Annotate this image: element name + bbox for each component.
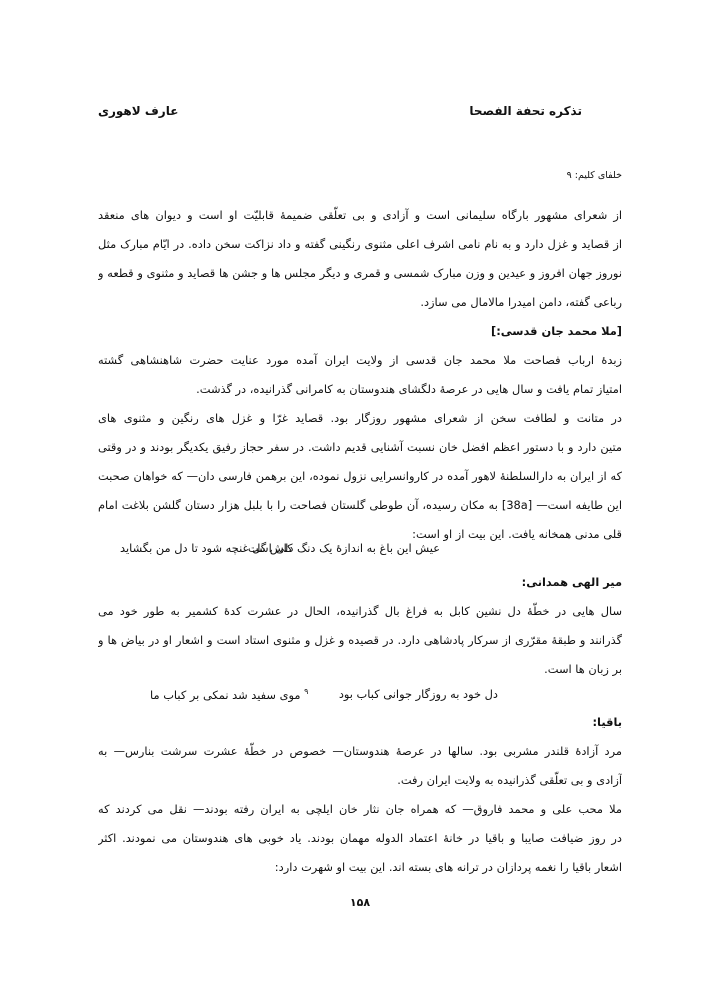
text-line: این طایفه است— [38a] به مکان رسیده، آن طوطی گلستان فصاحت را با بلبل هزار دستان گلشن بلاغت امام — [98, 498, 622, 512]
page-number: ۱۵۸ — [349, 896, 371, 909]
text-line: قلی مدنی همخانه یافت. این بیت از او است: — [412, 527, 622, 541]
header-right-title: تذکره تحفة الفصحا — [469, 104, 582, 118]
text-line: از قصاید و غزل دارد و به نام نامی اشرف اعلی مثنوی رنگینی گفته و داد نزاکت سخن داده. در ایّام مبارک مثل — [98, 237, 622, 251]
verse-2-left — [150, 687, 308, 702]
paragraph-block-2 — [98, 568, 622, 684]
note-text: خلفای کلیم: ۹ — [566, 170, 622, 181]
text-line: در متانت و لطافت سخن از شعرای مشهور روزگار بود. قصاید غرّا و غزل های رنگین و مثنوی های — [98, 411, 622, 425]
text-line: متین دارد و با دستور اعظم افضل خان نسبت آشنایی قدیم داشت. در سفر حجاز رفیق یکدیگر بودند و در وقتی — [98, 440, 622, 454]
section-heading: [ملا محمد جان قدسی:] — [490, 324, 622, 338]
section-heading: باقیا: — [592, 715, 622, 729]
text-line: رباعی گفته، دامن امیدرا مالامال می سازد. — [420, 295, 622, 309]
text-line: نوروز جهان افروز و عیدین و وزن مبارک شمسی و قمری و دیگر مجلس ها و جشن ها قصاید و مثنوی و قطعه و — [98, 266, 622, 280]
text-line: ملا محب علی و محمد فاروق— که همراه جان نثار خان ایلچی به ایران رفته بودند— نقل می کردند که — [98, 802, 622, 816]
text-line: گذرانند و طبقهٔ مقرّری از سرکار پادشاهی دارد. در قصیده و غزل و مثنوی استاد است و اشعار او در بیاض ها و — [98, 633, 622, 647]
text-line: امتیاز تمام یافت و سال هایی در عرصهٔ دلگشای هندوستان به کامرانی گذرانیده، در گذشت. — [196, 382, 622, 396]
text-line: که از ایران به دارالسلطنهٔ لاهور آمده در کاروانسرایی نزول نموده، این برهمن فارسی دان— که خواهان صحبت — [98, 469, 622, 483]
footnote-marker: ۹ — [304, 687, 309, 696]
paragraph-1 — [98, 201, 622, 549]
header-left-title: عارف لاهوری — [98, 104, 179, 118]
verse-1-left: کاش گل غنچه شود تا دل من بگشاید — [120, 541, 293, 555]
verse-2-left-text: موی سفید شد نمکی بر کباب ما — [150, 687, 301, 702]
top-note — [98, 170, 622, 181]
paragraph-block-3 — [98, 708, 622, 882]
text-line: زبدهٔ ارباب فصاحت ملا محمد جان قدسی از ولایت ایران آمده مورد عنایت حضرت شاهنشاهی گشته — [98, 353, 622, 367]
text-line: سال هایی در خطّهٔ دل نشین کابل به فراغ بال گذرانیده، الحال در عشرت کدهٔ کشمیر به طور خود می — [98, 604, 622, 618]
verse-2-right: دل خود به روزگار جوانی کباب بود — [338, 687, 498, 701]
text-line: از شعرای مشهور بارگاه سلیمانی است و آزادی و بی تعلّقی ضمیمهٔ قابلیّت او است و دیوان های منعقد — [98, 208, 622, 222]
text-line: مرد آزادهٔ قلندر مشربی بود. سالها در عرصهٔ هندوستان— خصوص در خطّهٔ عشرت سرشت بنارس— به — [98, 744, 622, 758]
section-heading: میر الهی همدانی: — [521, 575, 622, 589]
verse-1-right: عیش این باغ به اندازهٔ یک دنگ دلی است — [247, 541, 440, 555]
text-line: در روز ضیافت صایبا و باقیا در خانهٔ اعتماد الدوله مهمان بودند. یاد خوبی های هندوستان می نمودند. اکثر — [98, 831, 622, 845]
running-header — [98, 104, 582, 118]
text-line: اشعار باقیا را نغمه پردازان در ترانه های بسته اند. این بیت او شهرت دارد: — [274, 860, 622, 874]
text-line: بر زبان ها است. — [544, 662, 622, 676]
text-line: آزادی و بی تعلّقی گذرانیده به ولایت ایران رفت. — [397, 773, 622, 787]
